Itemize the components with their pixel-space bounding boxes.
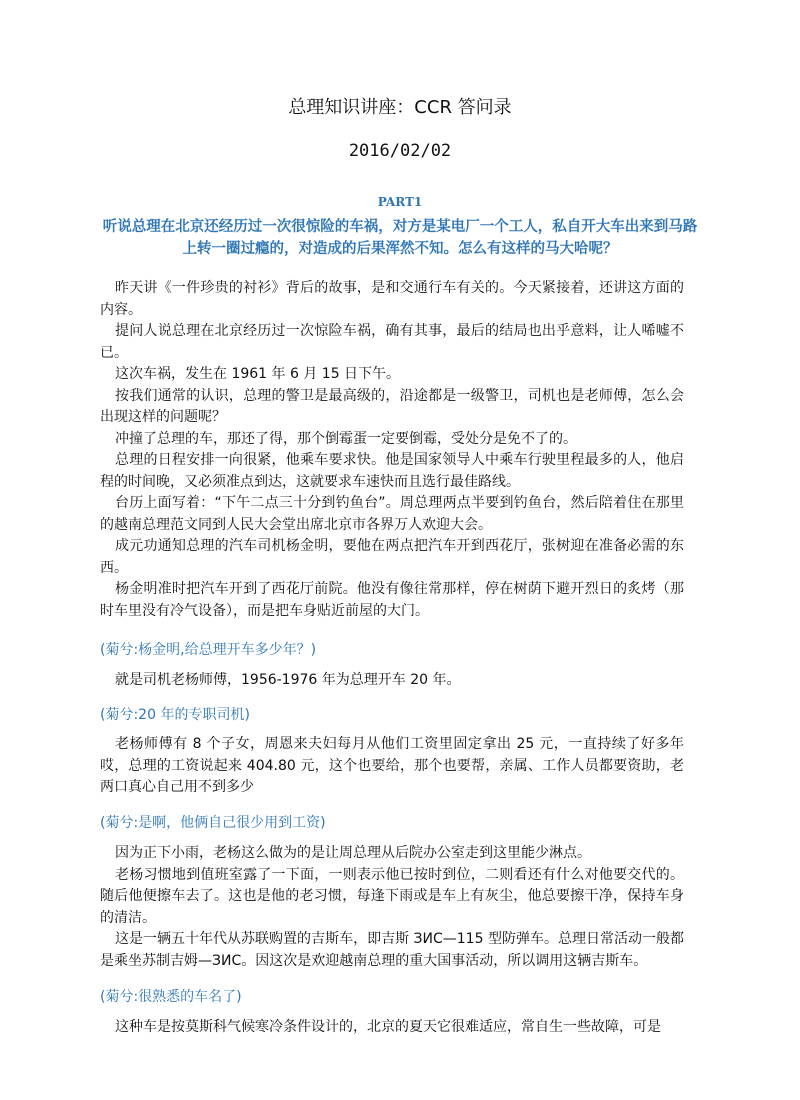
body-block-4 [100, 843, 684, 972]
paragraph: 老杨习惯地到值班室露了一下面，一则表示他已按时到位，二则看还有什么对他要交代的。随后他便擦车去了。这也是他的老习惯，每逢下雨或是车上有灰尘，他总要擦干净，保持车身的清洁。 [100, 866, 684, 926]
page-title: 总理知识讲座：CCR 答问录 [288, 97, 512, 118]
paragraph: 就是司机老杨师傅，1956-1976 年为总理开车 20 年。 [115, 672, 461, 688]
body-block-3 [100, 734, 684, 799]
part-heading: PART1 [377, 195, 423, 209]
paragraph: 这种车是按莫斯科气候寒冷条件设计的，北京的夏天它很难适应，常自生一些故障，可是 [115, 1019, 661, 1035]
reader-note-1: (菊兮:杨金明,给总理开车多少年？) [100, 642, 317, 658]
paragraph: 杨金明准时把汽车开到了西花厅前院。他没有像往常那样，停在树荫下避开烈日的炙烤（那时车里没有冷气设备），而是把车身贴近前屋的大门。 [100, 581, 684, 619]
page-date: 2016/02/02 [348, 141, 452, 161]
paragraph: 这是一辆五十年代从苏联购置的吉斯车，即吉斯 ЗИС—115 型防弹车。总理日常活动一般都是乘坐苏制吉姆—ЗИС。因这次是欢迎越南总理的重大国事活动，所以调用这辆吉斯车。 [100, 931, 684, 969]
body-block-2 [100, 670, 684, 692]
paragraph: 老杨师傅有 8 个子女，周恩来夫妇每月从他们工资里固定拿出 25 元，一直持续了好多年哎，总理的工资说起来 404.80 元，这个也要给，那个也要帮，亲属、工作人员都要资助，老两口真心自己用不到多少 [100, 736, 684, 795]
body-block-1 [100, 278, 684, 622]
paragraph: 台历上面写着：“下午二点三十分到钓鱼台”。周总理两点半要到钓鱼台，然后陪着住在那里的越南总理范文同到人民大会堂出席北京市各界万人欢迎大会。 [100, 495, 684, 533]
paragraph: 总理的日程安排一向很紧，他乘车要求快。他是国家领导人中乘车行驶里程最多的人，他启程的时间晚，又必须准点到达，这就要求车速快而且选行最佳路线。 [100, 452, 684, 490]
paragraph: 按我们通常的认识，总理的警卫是最高级的，沿途都是一级警卫，司机也是老师傅，怎么会出现这样的问题呢？ [100, 387, 684, 425]
reader-note-2: (菊兮:20 年的专职司机) [100, 707, 250, 723]
paragraph: 成元功通知总理的汽车司机杨金明，要他在两点把汽车开到西花厅，张树迎在准备必需的东西。 [100, 538, 684, 576]
paragraph: 提问人说总理在北京经历过一次惊险车祸，确有其事，最后的结局也出乎意料，让人唏嘘不已。 [100, 323, 684, 361]
paragraph: 冲撞了总理的车，那还了得，那个倒霉蛋一定要倒霉，受处分是免不了的。 [115, 430, 577, 447]
question-heading: 听说总理在北京还经历过一次很惊险的车祸，对方是某电厂一个工人，私自开大车出来到马路上转一圈过瘾的，对造成的后果浑然不知。怎么有这样的马大哈呢？ [102, 218, 698, 257]
paragraph: 因为正下小雨，老杨这么做为的是让周总理从后院办公室走到这里能少淋点。 [115, 845, 591, 861]
paragraph: 昨天讲《一件珍贵的衬衫》背后的故事，是和交通行车有关的。今天紧接着，还讲这方面的内容。 [100, 280, 684, 318]
body-block-5 [100, 1017, 684, 1039]
reader-note-3: (菊兮:是啊，他俩自己很少用到工资) [100, 815, 326, 831]
reader-note-4: (菊兮:很熟悉的车名了) [100, 989, 242, 1005]
paragraph: 这次车祸，发生在 1961 年 6 月 15 日下午。 [115, 366, 401, 382]
